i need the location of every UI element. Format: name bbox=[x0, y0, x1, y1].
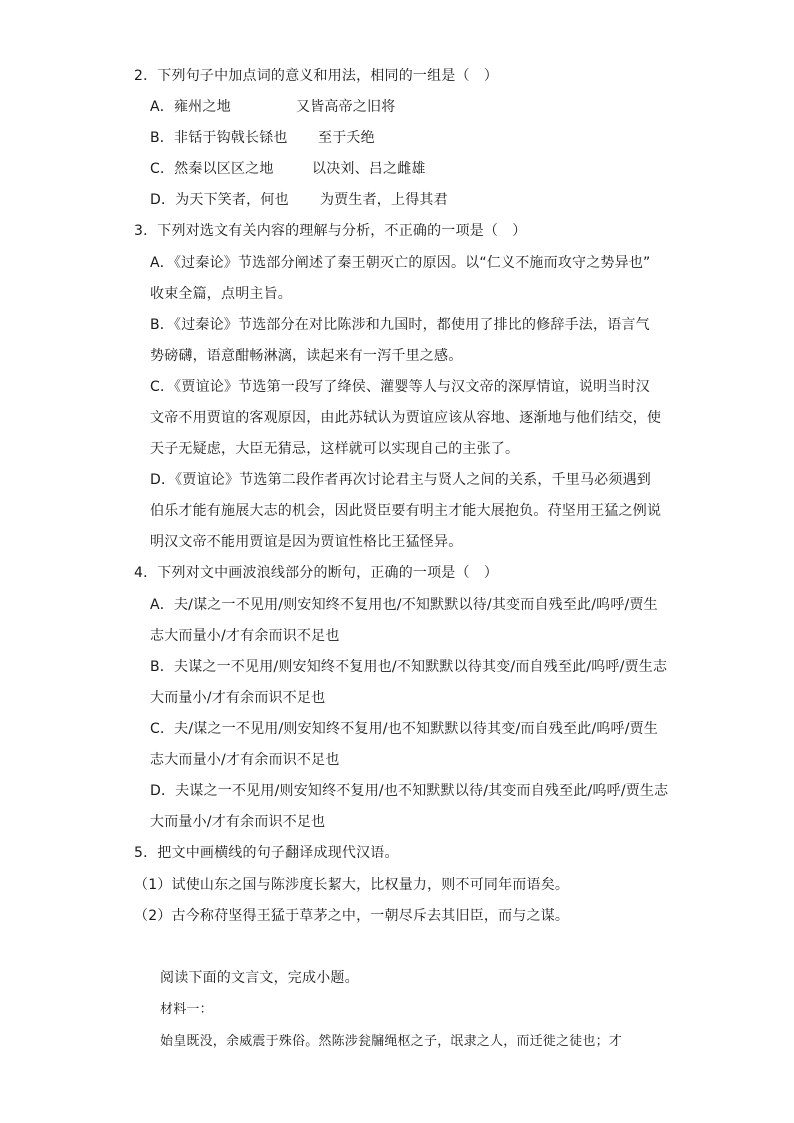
material-label: 材料一： bbox=[160, 1002, 213, 1017]
q5-stem: 5．把文中画横线的句子翻译成现代汉语。 bbox=[134, 845, 399, 861]
q2-option-a-second: 又皆高帝之旧将 bbox=[296, 99, 396, 115]
q3-option-c-line3: 天子无疑虑，大臣无猜忌，这样就可以实现自己的主张了。 bbox=[150, 441, 520, 457]
q3-option-c-line1: C．《贾谊论》节选第一段写了绛侯、灌婴等人与汉文帝的深厚情谊，说明当时汉 bbox=[150, 379, 650, 395]
q4-option-c-line2: 志大而量小/才有余而识不足也 bbox=[150, 752, 340, 768]
q2-option-d: D．为天下笑者，何也 bbox=[150, 192, 289, 208]
q3-option-c-line2: 文帝不用贾谊的客观原因，由此苏轼认为贾谊应该从容地、逐渐地与他们结交，使 bbox=[150, 410, 662, 426]
q2-option-b: B．非铦于钩戟长铩也 bbox=[150, 130, 288, 146]
q2-option-c-second: 以决刘、吕之雌雄 bbox=[312, 161, 426, 177]
q2-option-c: C．然秦以区区之地 bbox=[150, 161, 274, 177]
q2-option-a: A．雍州之地 bbox=[150, 99, 231, 115]
q4-option-b-line1: B．夫谋之一不见用/则安知终不复用也/不知默默以待其变/而自残至此/呜呼/贾生志 bbox=[150, 659, 668, 675]
reading-intro: 阅读下面的文言文，完成小题。 bbox=[160, 970, 359, 986]
q3-option-d-line1: D．《贾谊论》节选第二段作者再次讨论君主与贤人之间的关系，千里马必须遇到 bbox=[150, 472, 651, 488]
q3-option-a-line2: 收束全篇，点明主旨。 bbox=[150, 286, 292, 302]
q2-option-b-second: 至于夭绝 bbox=[318, 130, 375, 146]
material-text: 始皇既没，余威震于殊俗。然陈涉瓮牖绳枢之子，氓隶之人，而迁徙之徒也；才 bbox=[160, 1034, 623, 1049]
q2-stem: 2．下列句子中加点词的意义和用法，相同的一组是（ ） bbox=[134, 68, 499, 84]
q5-sentence-1: （1）试使山东之国与陈涉度长絜大，比权量力，则不可同年而语矣。 bbox=[134, 877, 570, 893]
q4-option-a-line1: A．夫/谋之一不见用/则安知终不复用也/不知默默以待/其变而自残至此/呜呼/贾生 bbox=[150, 597, 658, 613]
q4-option-b-line2: 大而量小/才有余而识不足也 bbox=[150, 690, 326, 706]
q3-option-d-line2: 伯乐才能有施展大志的机会，因此贤臣要有明主才能大展抱负。苻坚用王猛之例说 bbox=[150, 503, 662, 519]
q3-option-b-line1: B．《过秦论》节选部分在对比陈涉和九国时，都使用了排比的修辞手法，语言气 bbox=[150, 317, 650, 333]
q3-option-b-line2: 势磅礴，语意酣畅淋漓，读起来有一泻千里之感。 bbox=[150, 348, 463, 364]
q3-option-a-line1: A．《过秦论》节选部分阐述了秦王朝灭亡的原因。以“仁义不施而攻守之势异也” bbox=[150, 255, 651, 271]
q4-option-a-line2: 志大而量小/才有余而识不足也 bbox=[150, 628, 340, 644]
q3-option-d-line3: 明汉文帝不能用贾谊是因为贾谊性格比王猛怪异。 bbox=[150, 534, 463, 550]
q5-sentence-2: （2）古今称苻坚得王猛于草茅之中，一朝尽斥去其旧臣，而与之谋。 bbox=[134, 908, 570, 924]
q3-stem: 3．下列对选文有关内容的理解与分析，不正确的一项是（ ） bbox=[134, 223, 527, 239]
q2-option-d-second: 为贾生者，上得其君 bbox=[320, 192, 448, 208]
q4-option-d-line2: 大而量小/才有余而识不足也 bbox=[150, 814, 326, 830]
q4-option-c-line1: C．夫/谋之一不见用/则安知终不复用/也不知默默以待其变/而自残至此/呜呼/贾生 bbox=[150, 721, 659, 737]
q4-option-d-line1: D．夫谋之一不见用/则安知终不复用/也不知默默以待/其变而自残至此/呜呼/贾生志 bbox=[150, 783, 669, 799]
q4-stem: 4．下列对文中画波浪线部分的断句，正确的一项是（ ） bbox=[134, 565, 499, 581]
